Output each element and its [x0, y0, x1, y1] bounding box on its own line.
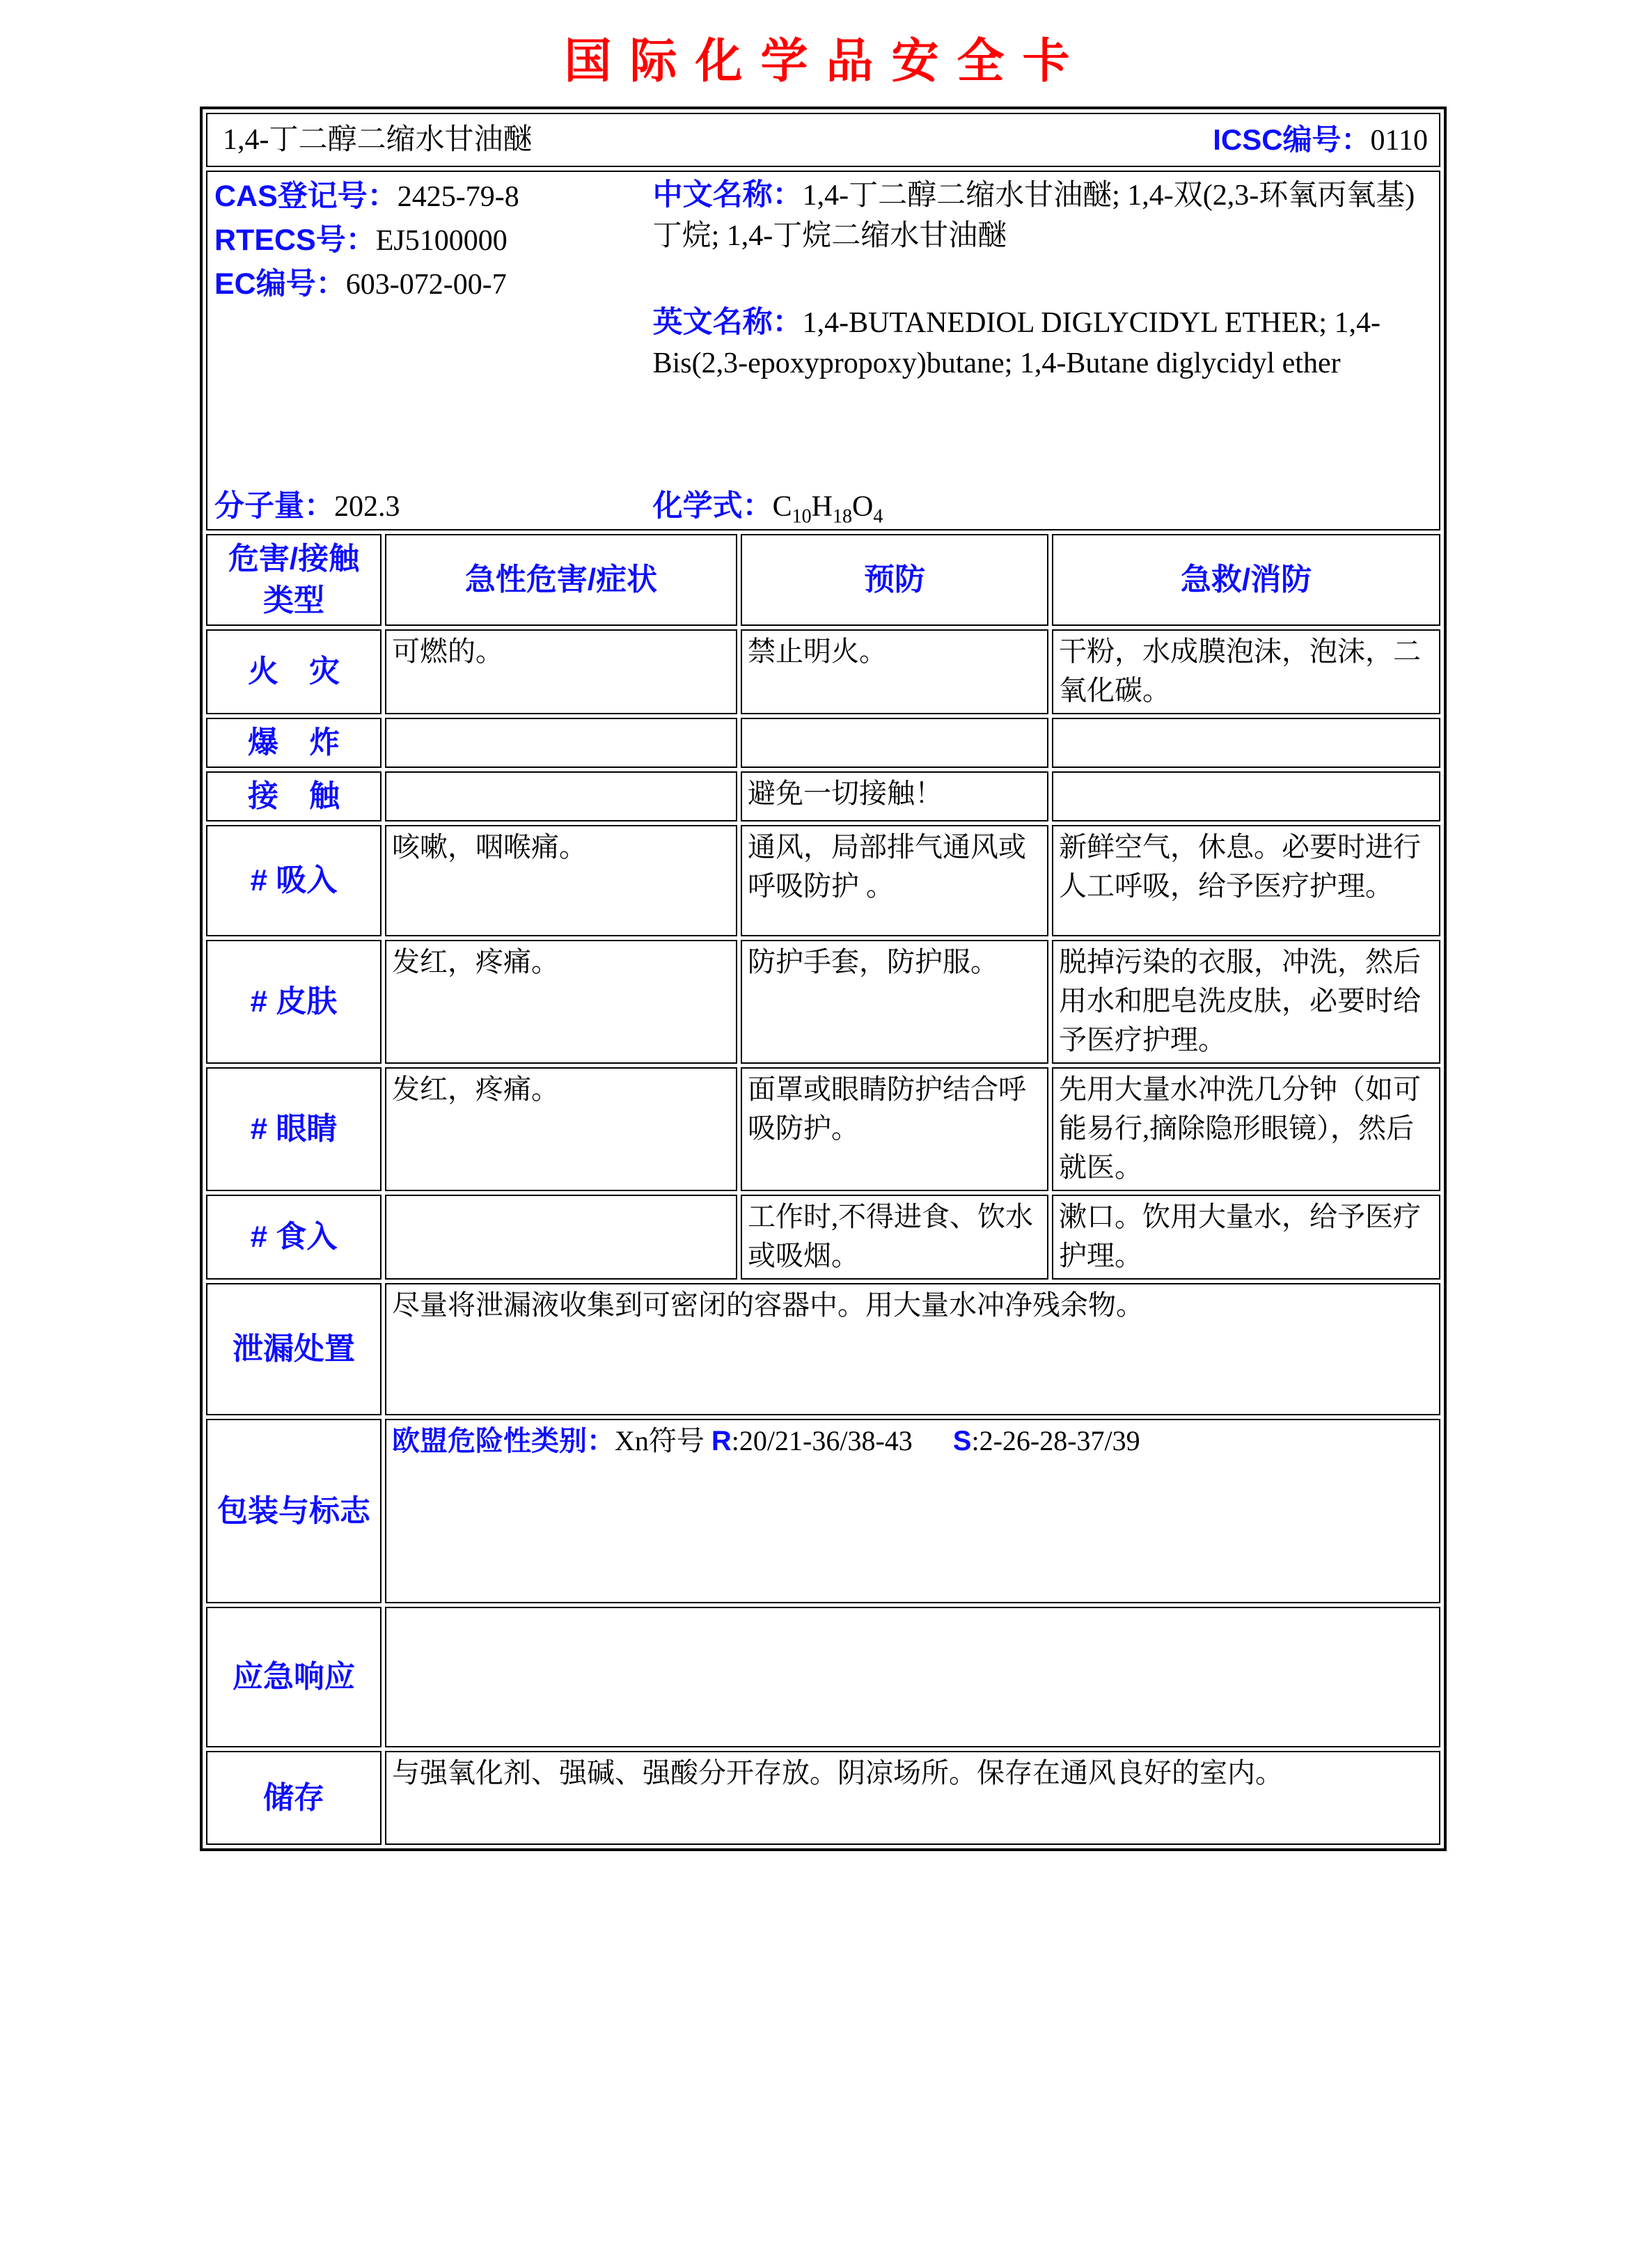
rtecs-value: EJ5100000 [375, 225, 508, 257]
row-chemical-name [206, 113, 1440, 167]
icsc-value: 0110 [1370, 124, 1428, 157]
cell-exposure-symptoms [385, 771, 737, 821]
ec-number [214, 262, 653, 306]
column-header-hazard-type: 危害/接触 类型 [206, 534, 381, 626]
column-header-prevention: 预防 [741, 534, 1048, 626]
english-name-value: 1,4-BUTANEDIOL DIGLYCIDYL ETHER; 1,4-Bis(2,3-epoxypropoxy)butane; 1,4-Butane diglycidyl ether [652, 307, 1380, 379]
table-row-eyes [206, 1067, 1440, 1191]
cell-spillage-content: 尽量将泄漏液收集到可密闭的容器中。用大量水冲净残余物。 [385, 1283, 1440, 1415]
row-label-storage: 储存 [206, 1751, 381, 1845]
table-row-skin [206, 940, 1440, 1064]
cas-number [214, 175, 653, 219]
cell-eyes-prevention: 面罩或眼睛防护结合呼吸防护。 [741, 1067, 1048, 1191]
cell-storage-content: 与强氧化剂、强碱、强酸分开存放。阴凉场所。保存在通风良好的室内。 [385, 1751, 1440, 1845]
cell-explosion-response [1052, 718, 1440, 768]
row-label-emergency: 应急响应 [206, 1607, 381, 1747]
xn-symbol-text: Xn符号 [615, 1425, 711, 1456]
s-phrases-label: S [952, 1426, 972, 1456]
table-row-exposure [206, 771, 1440, 821]
chemical-formula-label: 化学式： [652, 489, 773, 523]
cas-value: 2425-79-8 [397, 181, 519, 213]
chemical-name: 1,4-丁二醇二缩水甘油醚 [223, 124, 533, 156]
row-label-fire: 火 灾 [206, 629, 381, 714]
row-label-ingestion: # 食入 [206, 1195, 381, 1280]
molecular-weight-value: 202.3 [334, 491, 400, 523]
row-label-eyes: # 眼睛 [206, 1067, 381, 1191]
chemical-formula-value: $C_{10}H_{18}O_4$ [772, 491, 883, 528]
cell-exposure-prevention: 避免一切接触！ [741, 771, 1048, 821]
cell-fire-symptoms: 可燃的。 [385, 629, 737, 714]
cas-label: CAS登记号： [214, 180, 398, 213]
row-label-skin: # 皮肤 [206, 940, 381, 1064]
column-header-response: 急救/消防 [1052, 534, 1440, 626]
chemical-name-cell [206, 113, 1440, 167]
chinese-name-label: 中文名称： [652, 178, 803, 212]
cell-packaging-content [385, 1419, 1440, 1603]
cell-inhalation-response: 新鲜空气，休息。必要时进行人工呼吸，给予医疗护理。 [1052, 825, 1440, 936]
chinese-name-value: 1,4-丁二醇二缩水甘油醚; 1,4-双(2,3-环氧丙氧基)丁烷; 1,4-丁烷二缩水甘油醚 [652, 180, 1415, 252]
table-row-inhalation [206, 825, 1440, 936]
rtecs-number [214, 219, 653, 262]
english-name-label: 英文名称： [652, 306, 803, 339]
cell-ingestion-prevention: 工作时,不得进食、饮水或吸烟。 [741, 1195, 1048, 1280]
cell-exposure-response [1052, 771, 1440, 821]
cell-emergency-content [385, 1607, 1440, 1747]
row-label-exposure: 接 触 [206, 771, 381, 821]
chemical-formula [653, 487, 1432, 526]
identification-cell [206, 171, 1440, 530]
cell-eyes-response: 先用大量水冲洗几分钟（如可能易行,摘除隐形眼镜），然后就医。 [1052, 1067, 1440, 1191]
cell-inhalation-prevention: 通风，局部排气通风或呼吸防护 。 [741, 825, 1048, 936]
column-header-symptoms: 急性危害/症状 [385, 534, 737, 626]
cell-explosion-prevention [741, 718, 1048, 768]
cell-fire-response: 干粉，水成膜泡沫，泡沫，二氧化碳。 [1052, 629, 1440, 714]
safety-card-table [200, 107, 1447, 1851]
row-label-spillage: 泄漏处置 [206, 1283, 381, 1415]
safety-card-page [0, 24, 1652, 1851]
row-identification [206, 171, 1440, 530]
cell-ingestion-symptoms [385, 1195, 737, 1280]
s-phrases-value: :2-26-28-37/39 [971, 1425, 1140, 1456]
table-row-emergency [206, 1607, 1440, 1747]
english-name [653, 302, 1432, 384]
table-row-storage [206, 1751, 1440, 1845]
page-title: 国际化学品安全卡 [564, 35, 1088, 88]
row-label-packaging: 包装与标志 [206, 1419, 381, 1603]
cell-skin-symptoms: 发红，疼痛。 [385, 940, 737, 1064]
table-row-spillage [206, 1283, 1440, 1415]
chemical-names [653, 175, 1432, 526]
ec-label: EC编号： [214, 267, 346, 301]
cell-inhalation-symptoms: 咳嗽，咽喉痛。 [385, 825, 737, 936]
r-phrases-label: R [711, 1426, 732, 1456]
table-row-explosion [206, 718, 1440, 768]
icsc-number [1213, 120, 1432, 160]
cell-skin-prevention: 防护手套，防护服。 [741, 940, 1048, 1064]
molecular-weight-label: 分子量： [214, 489, 334, 523]
registry-numbers [214, 175, 653, 526]
cell-explosion-symptoms [385, 718, 737, 768]
r-phrases-value: :20/21-36/38-43 [731, 1425, 913, 1456]
table-row-fire [206, 629, 1440, 714]
rtecs-label: RTECS号： [214, 223, 376, 257]
cell-ingestion-response: 漱口。饮用大量水，给予医疗护理。 [1052, 1195, 1440, 1280]
cell-eyes-symptoms: 发红，疼痛。 [385, 1067, 737, 1191]
hazard-table-header-row [206, 534, 1440, 626]
molecular-weight [214, 487, 653, 526]
icsc-label: ICSC编号： [1213, 123, 1371, 156]
ec-value: 603-072-00-7 [345, 269, 507, 301]
row-label-explosion: 爆 炸 [206, 718, 381, 768]
cell-fire-prevention: 禁止明火。 [741, 629, 1048, 714]
table-row-packaging [206, 1419, 1440, 1603]
eu-hazard-classification [392, 1422, 1433, 1461]
cell-skin-response: 脱掉污染的衣服，冲洗，然后用水和肥皂洗皮肤，必要时给予医疗护理。 [1052, 940, 1440, 1064]
eu-class-label: 欧盟危险性类别： [392, 1426, 615, 1456]
table-row-ingestion [206, 1195, 1440, 1280]
chinese-name [653, 175, 1432, 256]
row-label-inhalation: # 吸入 [206, 825, 381, 936]
